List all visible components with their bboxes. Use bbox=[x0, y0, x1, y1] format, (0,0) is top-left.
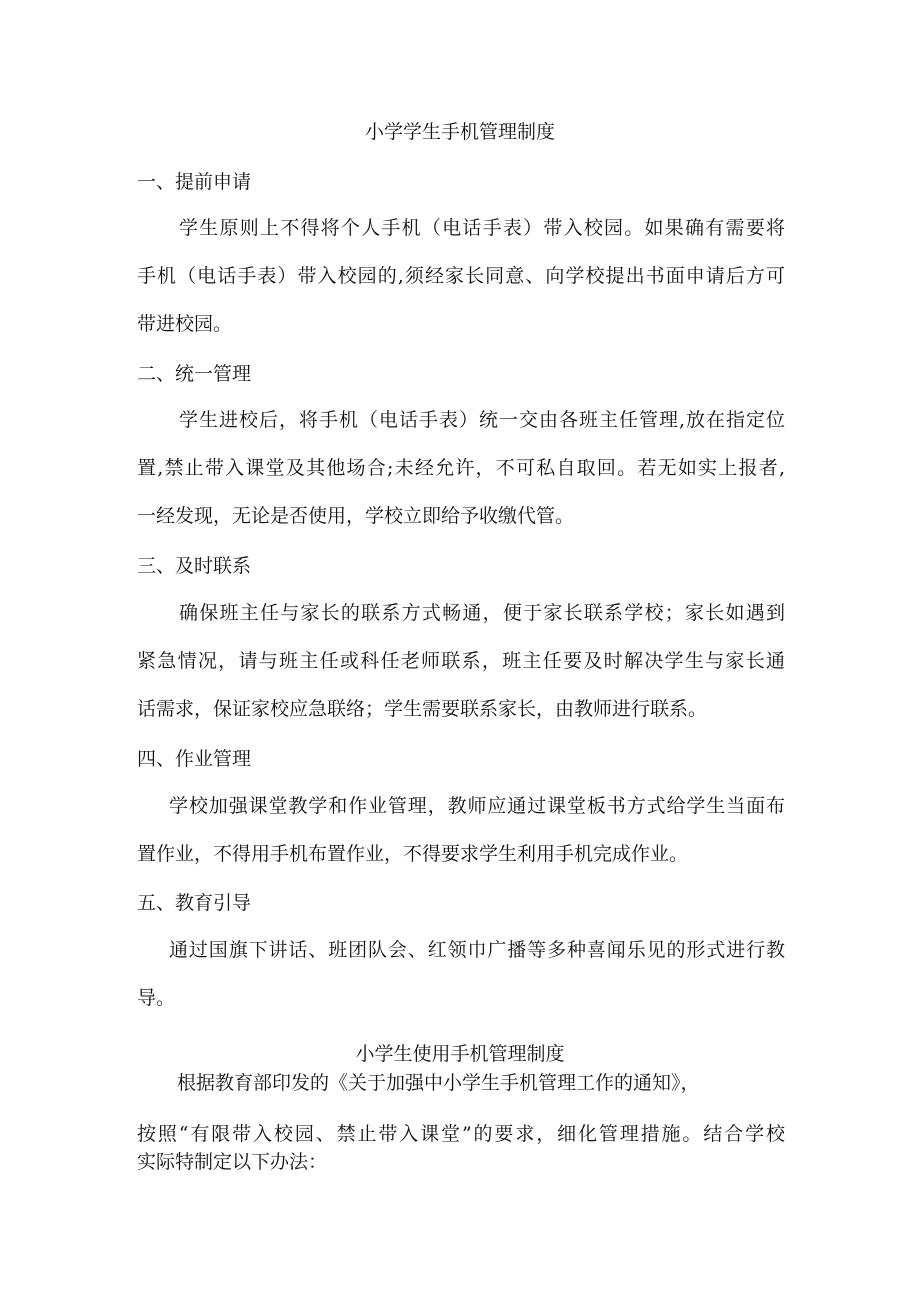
paragraph-line: 紧急情况，请与班主任或科任老师联系，班主任要及时解决学生与家长通 bbox=[137, 650, 785, 672]
paragraph-line: 置作业，不得用手机布置作业，不得要求学生利用手机完成作业。 bbox=[137, 843, 689, 865]
paragraph-line: 确保班主任与家长的联系方式畅通，便于家长联系学校；家长如遇到 bbox=[179, 602, 785, 624]
section-heading-2: 二、统一管理 bbox=[137, 363, 252, 385]
paragraph-line: 话需求，保证家校应急联络；学生需要联系家长，由教师进行联系。 bbox=[137, 698, 708, 720]
paragraph-line: 通过国旗下讲话、班团队会、红领巾广播等多种喜闻乐见的形式进行教 bbox=[169, 939, 785, 961]
paragraph-line: 按照“有限带入校园、禁止带入课堂”的要求，细化管理措施。结合学校 bbox=[137, 1123, 785, 1145]
paragraph-line: 根据教育部印发的《关于加强中小学生手机管理工作的通知》， bbox=[177, 1072, 700, 1094]
paragraph-line: 学校加强课堂教学和作业管理，教师应通过课堂板书方式给学生当面布 bbox=[169, 795, 785, 817]
paragraph-line: 实际特制定以下办法： bbox=[137, 1151, 328, 1173]
paragraph-line: 一经发现，无论是否使用，学校立即给予收缴代管。 bbox=[137, 505, 575, 527]
paragraph-line: 置,禁止带入课堂及其他场合;未经允许，不可私自取回。若无如实上报者, bbox=[137, 457, 785, 479]
paragraph-line: 手机（电话手表）带入校园的,须经家长同意、向学校提出书面申请后方可 bbox=[137, 265, 785, 287]
paragraph-line: 带进校园。 bbox=[137, 313, 233, 335]
paragraph-line: 导。 bbox=[137, 987, 176, 1009]
paragraph-line: 学生原则上不得将个人手机（电话手表）带入校园。如果确有需要将 bbox=[179, 217, 785, 239]
section-heading-1: 一、提前申请 bbox=[137, 171, 252, 193]
second-document-title: 小学生使用手机管理制度 bbox=[355, 1043, 565, 1065]
section-heading-5: 五、教育引导 bbox=[137, 892, 252, 914]
document-title: 小学学生手机管理制度 bbox=[364, 121, 555, 143]
paragraph-line: 学生进校后，将手机（电话手表）统一交由各班主任管理,放在指定位 bbox=[179, 409, 785, 431]
section-heading-4: 四、作业管理 bbox=[137, 748, 252, 770]
section-heading-3: 三、及时联系 bbox=[137, 555, 252, 577]
